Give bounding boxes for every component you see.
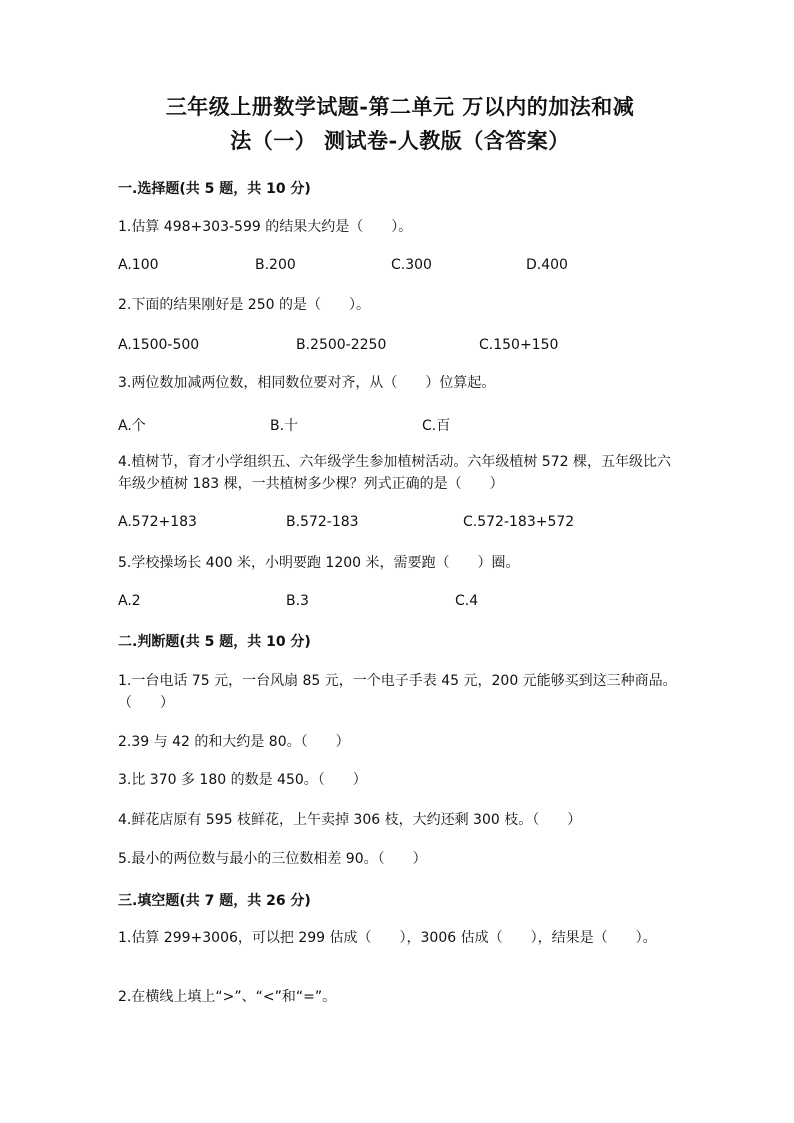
option[interactable]: D.400 xyxy=(526,257,568,273)
option[interactable]: A.2 xyxy=(118,593,141,609)
options-choice-5 xyxy=(118,593,678,613)
question-fill-1: 1.估算 299+3006，可以把 299 估成（ ），3006 估成（ ），结果是（ ）。 xyxy=(118,930,657,946)
section-heading-judge: 二.判断题(共 5 题，共 10 分) xyxy=(118,634,311,650)
option[interactable]: C.150+150 xyxy=(479,337,559,353)
question-judge-5: 5.最小的两位数与最小的三位数相差 90。（ ） xyxy=(118,851,427,867)
option[interactable]: A.个 xyxy=(118,418,146,434)
page-title xyxy=(120,90,680,158)
option[interactable]: B.2500-2250 xyxy=(296,337,387,353)
options-choice-3 xyxy=(118,415,678,435)
option[interactable]: B.十 xyxy=(270,418,299,434)
question-choice-3: 3.两位数加减两位数，相同数位要对齐，从（ ）位算起。 xyxy=(118,375,496,391)
question-choice-5: 5.学校操场长 400 米，小明要跑 1200 米，需要跑（ ）圈。 xyxy=(118,555,520,571)
option[interactable]: C.300 xyxy=(391,257,432,273)
option[interactable]: A.572+183 xyxy=(118,514,197,530)
option[interactable]: C.4 xyxy=(455,593,479,609)
section-heading-choice: 一.选择题(共 5 题，共 10 分) xyxy=(118,181,311,197)
option[interactable]: A.1500-500 xyxy=(118,337,200,353)
question-choice-1: 1.估算 498+303-599 的结果大约是（ ）。 xyxy=(118,219,413,235)
option[interactable]: C.572-183+572 xyxy=(463,514,575,530)
option[interactable]: A.100 xyxy=(118,257,159,273)
option[interactable]: B.200 xyxy=(255,257,296,273)
section-heading-fill: 三.填空题(共 7 题，共 26 分) xyxy=(118,893,311,909)
title-line-1: 三年级上册数学试题-第二单元 万以内的加法和减 xyxy=(165,94,635,119)
question-judge-4: 4.鲜花店原有 595 枝鲜花，上午卖掉 306 枝，大约还剩 300 枝。（ ） xyxy=(118,812,582,828)
question-choice-2: 2.下面的结果刚好是 250 的是（ ）。 xyxy=(118,297,370,313)
question-judge-3: 3.比 370 多 180 的数是 450。（ ） xyxy=(118,772,367,788)
question-judge-2: 2.39 与 42 的和大约是 80。（ ） xyxy=(118,734,350,750)
question-fill-2: 2.在横线上填上“>”、“<”和“=”。 xyxy=(118,989,337,1005)
title-line-2: 法（一） 测试卷-人教版（含答案） xyxy=(230,128,570,153)
question-choice-4: 4.植树节，育才小学组织五、六年级学生参加植树活动。六年级植树 572 棵，五年级比六年级少植树 183 棵，一共植树多少棵？列式正确的是（ ） xyxy=(118,454,671,492)
options-choice-1 xyxy=(118,257,678,277)
option[interactable]: B.572-183 xyxy=(286,514,359,530)
option[interactable]: B.3 xyxy=(286,593,309,609)
option[interactable]: C.百 xyxy=(422,418,451,434)
question-judge-1: 1.一台电话 75 元，一台风扇 85 元，一个电子手表 45 元，200 元能够买到这三种商品。（ ） xyxy=(118,673,677,711)
options-choice-4 xyxy=(118,514,678,534)
options-choice-2 xyxy=(118,337,678,357)
